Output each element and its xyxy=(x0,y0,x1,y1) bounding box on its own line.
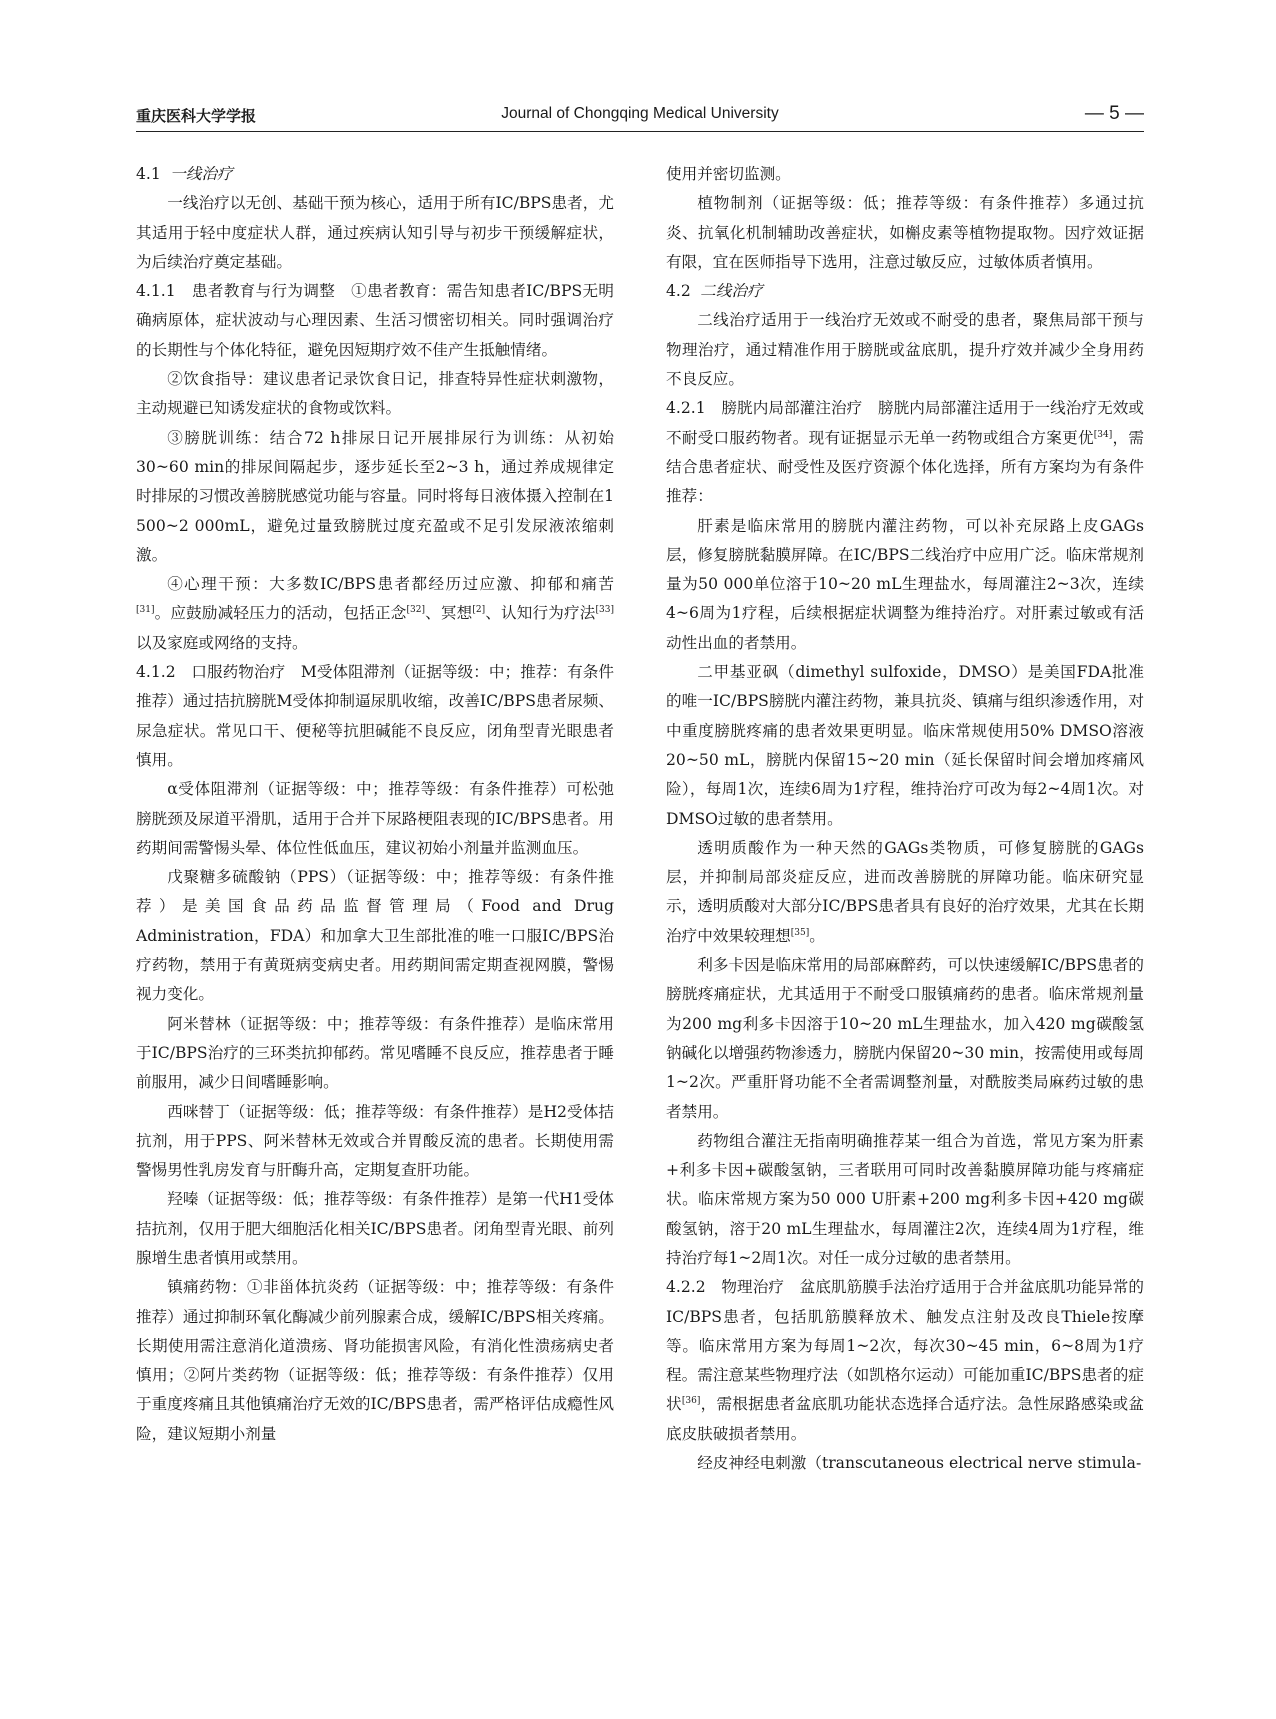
citation: [2] xyxy=(472,605,486,616)
section-number: 4.2 xyxy=(666,282,691,301)
section-title: 二线治疗 xyxy=(700,282,763,301)
text-run: 。应鼓励减轻压力的活动，包括正念 xyxy=(154,604,407,623)
text-run: 。 xyxy=(809,926,825,945)
subsection-paragraph-4-1-2: 4.1.2 口服药物治疗 M受体阻滞剂（证据等级：中；推荐：有条件推荐）通过拮抗膀胱M受体抑制逼尿肌收缩，改善IC/BPS患者尿频、尿急症状。常见口干、便秘等抗胆碱能不良反应，闭角型青光眼患者慎用。 xyxy=(136,663,614,769)
paragraph: α受体阻滞剂（证据等级：中；推荐等级：有条件推荐）可松弛膀胱颈及尿道平滑肌，适用于合并下尿路梗阻表现的IC/BPS患者。用药期间需警惕头晕、体位性低血压，建议初始小剂量并监测血压。 xyxy=(136,780,614,857)
section-number: 4.1 xyxy=(136,165,161,183)
paragraph: 西咪替丁（证据等级：低；推荐等级：有条件推荐）是H2受体拮抗剂，用于PPS、阿米替林无效或合并胃酸反流的患者。长期使用需警惕男性乳房发育与肝酶升高，定期复查肝功能。 xyxy=(136,1102,614,1180)
paragraph: 阿米替林（证据等级：中；推荐等级：有条件推荐）是临床常用于IC/BPS治疗的三环类抗抑郁药。常见嗜睡不良反应，推荐患者于睡前服用，减少日间嗜睡影响。 xyxy=(136,1014,614,1092)
paragraph: 药物组合灌注无指南明确推荐某一组合为首选，常见方案为肝素+利多卡因+碳酸氢钠，三者联用可同时改善黏膜屏障功能与疼痛症状。临床常规方案为50 000 U肝素+200 mg利多卡因+420 mg碳酸氢钠，溶于20 mL生理盐水，每周灌注2次，连续4周为1疗程，维持治疗每1~2周1次。对任一成分过敏的患者禁用。 xyxy=(666,1131,1144,1267)
citation: [33] xyxy=(595,605,614,616)
paragraph: 利多卡因是临床常用的局部麻醉药，可以快速缓解IC/BPS患者的膀胱疼痛症状，尤其适用于不耐受口服镇痛药的患者。临床常规剂量为200 mg利多卡因溶于10~20 mL生理盐水，加入420 mg碳酸氢钠碱化以增强药物渗透力，膀胱内保留20~30 min，按需使用或每周1~2次。严重肝肾功能不全者需调整剂量，对酰胺类局麻药过敏的患者禁用。 xyxy=(666,956,1144,1121)
paragraph: 羟嗪（证据等级：低；推荐等级：有条件推荐）是第一代H1受体拮抗剂，仅用于肥大细胞活化相关IC/BPS患者。闭角型青光眼、前列腺增生患者慎用或禁用。 xyxy=(136,1190,614,1267)
journal-name-en: Journal of Chongqing Medical University xyxy=(501,105,779,122)
text-run: ④心理干预：大多数IC/BPS患者都经历过应激、抑郁和痛苦 xyxy=(167,575,614,594)
citation: [36] xyxy=(681,1396,701,1407)
right-column xyxy=(666,160,1144,1478)
subsection-paragraph-4-2-2 xyxy=(666,1273,1144,1449)
text-run: 以及家庭或网络的支持。 xyxy=(136,633,308,652)
subsection-paragraph-4-2-1 xyxy=(666,394,1144,511)
citation: [35] xyxy=(790,927,810,938)
citation: [34] xyxy=(1093,429,1113,440)
text-run: 4.2.2 物理治疗 盆底肌筋膜手法治疗适用于合并盆底肌功能异常的IC/BPS患者，包括肌筋膜释放术、触发点注射及改良Thiele按摩等。临床常用方案为每周1~2次，每次30~45 min，6~8周为1疗程。需注意某些物理疗法（如凯格尔运动）可能加重IC/BPS患者的症状 xyxy=(666,1278,1144,1414)
paragraph: ②饮食指导：建议患者记录饮食日记，排查特异性症状刺激物，主动规避已知诱发症状的食物或饮料。 xyxy=(136,370,614,418)
paragraph: 镇痛药物：①非甾体抗炎药（证据等级：中；推荐等级：有条件推荐）通过抑制环氧化酶减少前列腺素合成，缓解IC/BPS相关疼痛。长期使用需注意消化道溃疡、肾功能损害风险，有消化性溃疡病史者慎用；②阿片类药物（证据等级：低；推荐等级：有条件推荐）仅用于重度疼痛且其他镇痛治疗无效的IC/BPS患者，需严格评估成瘾性风险，建议短期小剂量 xyxy=(136,1278,614,1443)
paragraph xyxy=(136,570,614,658)
journal-name-cn: 重庆医科大学学报 xyxy=(136,107,257,125)
text-run: 透明质酸作为一种天然的GAGs类物质，可修复膀胱的GAGs层，并抑制局部炎症反应，进而改善膀胱的屏障功能。临床研究显示，透明质酸对大部分IC/BPS患者具有良好的治疗效果，尤其在长期治疗中效果较理想 xyxy=(666,838,1144,945)
text-run: 、冥想 xyxy=(425,604,473,623)
text-run: ，需结合患者症状、耐受性及医疗资源个体化选择，所有方案均为有条件推荐： xyxy=(666,428,1144,506)
paragraph: 二线治疗适用于一线治疗无效或不耐受的患者，聚焦局部干预与物理治疗，通过精准作用于膀胱或盆底肌，提升疗效并减少全身用药不良反应。 xyxy=(666,311,1144,389)
paragraph xyxy=(666,834,1144,951)
text-run: 4.2.1 膀胱内局部灌注治疗 膀胱内局部灌注适用于一线治疗无效或不耐受口服药物者。现有证据显示无单一药物或组合方案更优 xyxy=(666,399,1144,447)
page-number: — 5 — xyxy=(1084,103,1144,124)
paragraph: 二甲基亚砜（dimethyl sulfoxide，DMSO）是美国FDA批准的唯一IC/BPS膀胱内灌注药物，兼具抗炎、镇痛与组织渗透作用，对中重度膀胱疼痛的患者效果更明显。临床常规使用50% DMSO溶液 20~50 mL，膀胱内保留15~20 min（延长保留时间会增加疼痛风险），每周1次，连续6周为1疗程，维持治疗可改为每2~4周1次。对DMSO过敏的患者禁用。 xyxy=(666,663,1144,828)
header-rule xyxy=(136,131,1144,132)
section-title: 一线治疗 xyxy=(170,165,233,183)
paragraph: 戊聚糖多硫酸钠（PPS）（证据等级：中；推荐等级：有条件推荐）是美国食品药品监督管理局（Food and Drug Administration，FDA）和加拿大卫生部批准的唯一口服IC/BPS治疗药物，禁用于有黄斑病变病史者。用药期间需定期查视网膜，警惕视力变化。 xyxy=(136,868,614,1004)
paragraph-continued: 使用并密切监测。 xyxy=(666,165,791,183)
paragraph: 经皮神经电刺激（transcutaneous electrical nerve stimula- xyxy=(697,1454,1142,1473)
paragraph: 植物制剂（证据等级：低；推荐等级：有条件推荐）多通过抗炎、抗氧化机制辅助改善症状，如槲皮素等植物提取物。因疗效证据有限，宜在医师指导下选用，注意过敏反应，过敏体质者慎用。 xyxy=(666,194,1144,271)
paragraph: 一线治疗以无创、基础干预为核心，适用于所有IC/BPS患者，尤其适用于轻中度症状人群，通过疾病认知引导与初步干预缓解症状，为后续治疗奠定基础。 xyxy=(136,194,614,271)
text-run: ，需根据患者盆底肌功能状态选择合适疗法。急性尿路感染或盆底皮肤破损者禁用。 xyxy=(666,1395,1144,1443)
paragraph: ③膀胱训练：结合72 h排尿日记开展排尿行为训练：从初始30~60 min的排尿间隔起步，逐步延长至2~3 h，通过养成规律定时排尿的习惯改善膀胱感觉功能与容量。同时将每日液体摄入控制在1 500~2 000mL，避免过量致膀胱过度充盈或不足引发尿液浓缩刺激。 xyxy=(136,428,614,564)
paragraph: 肝素是临床常用的膀胱内灌注药物，可以补充尿路上皮GAGs层，修复膀胱黏膜屏障。在IC/BPS二线治疗中应用广泛。临床常规剂量为50 000单位溶于10~20 mL生理盐水，每周灌注2~3次，连续4~6周为1疗程，后续根据症状调整为维持治疗。对肝素过敏或有活动性出血的者禁用。 xyxy=(666,516,1144,652)
section-heading-4-2 xyxy=(666,277,1144,306)
citation: [32] xyxy=(406,605,425,616)
running-header xyxy=(136,103,1144,133)
subsection-paragraph-4-1-1: 4.1.1 患者教育与行为调整 ①患者教育：需告知患者IC/BPS无明确病原体，症状波动与心理因素、生活习惯密切相关。同时强调治疗的长期性与个体化特征，避免因短期疗效不佳产生抵触情绪。 xyxy=(136,282,614,359)
section-heading-4-1 xyxy=(136,160,614,189)
left-column xyxy=(136,160,614,1449)
citation: [31] xyxy=(136,605,155,616)
text-run: 、认知行为疗法 xyxy=(485,604,596,623)
